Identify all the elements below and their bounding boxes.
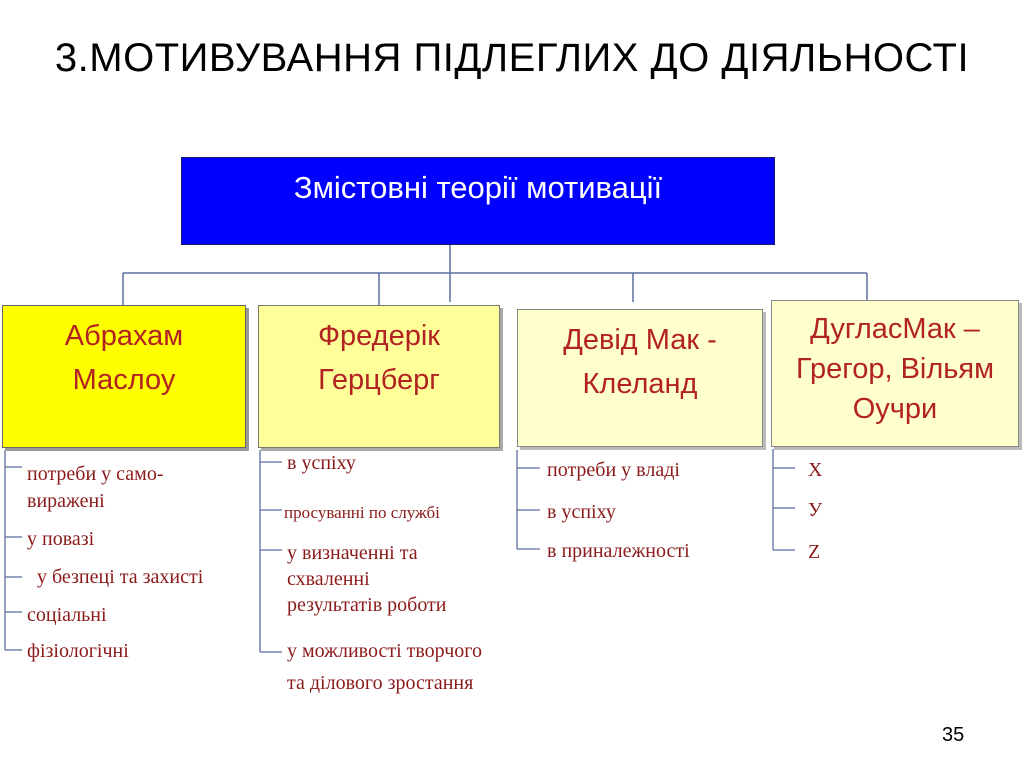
- column-label-mcgregor-ouchi: ДугласМак – Грегор, Вільям Оучри: [795, 313, 995, 425]
- list-item: потреби у само-: [27, 463, 164, 485]
- column-box-mcclelland: [517, 309, 763, 447]
- column-box-herzberg: [258, 305, 500, 448]
- column-box-maslow: [2, 305, 246, 448]
- list-item: у повазі: [27, 528, 95, 550]
- list-item: У: [808, 499, 823, 521]
- column-label-herzberg: Фредерік Герцберг: [318, 320, 440, 396]
- list-item: результатів роботи: [287, 594, 447, 616]
- page-number: 35: [942, 724, 965, 746]
- column-label-mcclelland: Девід Мак - Клеланд: [563, 324, 717, 400]
- list-item: виражені: [27, 490, 105, 512]
- list-item: в успіху: [287, 452, 356, 474]
- list-item: в приналежності: [547, 540, 690, 562]
- list-item: схваленні: [287, 568, 370, 590]
- column-label-maslow: Абрахам Маслоу: [64, 320, 184, 396]
- list-item: Z: [808, 541, 821, 563]
- list-item: в успіху: [547, 501, 616, 523]
- list-item: у можливості творчого: [287, 640, 482, 662]
- slide-title: 3.МОТИВУВАННЯ ПІДЛЕГЛИХ ДО ДІЯЛЬНОСТІ: [54, 36, 970, 80]
- list-item: та ділового зростання: [287, 672, 474, 694]
- column-box-mcgregor-ouchi: [771, 300, 1019, 447]
- list-item: соціальні: [27, 604, 107, 626]
- list-item: фізіологічні: [27, 640, 129, 662]
- header-label: Змістовні теорії мотивації: [293, 170, 663, 205]
- list-item: потреби у владі: [547, 459, 680, 481]
- list-item: у визначенні та: [287, 542, 418, 564]
- list-item: у безпеці та захисті: [37, 566, 204, 588]
- list-item: просуванні по службі: [284, 503, 440, 522]
- list-item: X: [808, 459, 823, 481]
